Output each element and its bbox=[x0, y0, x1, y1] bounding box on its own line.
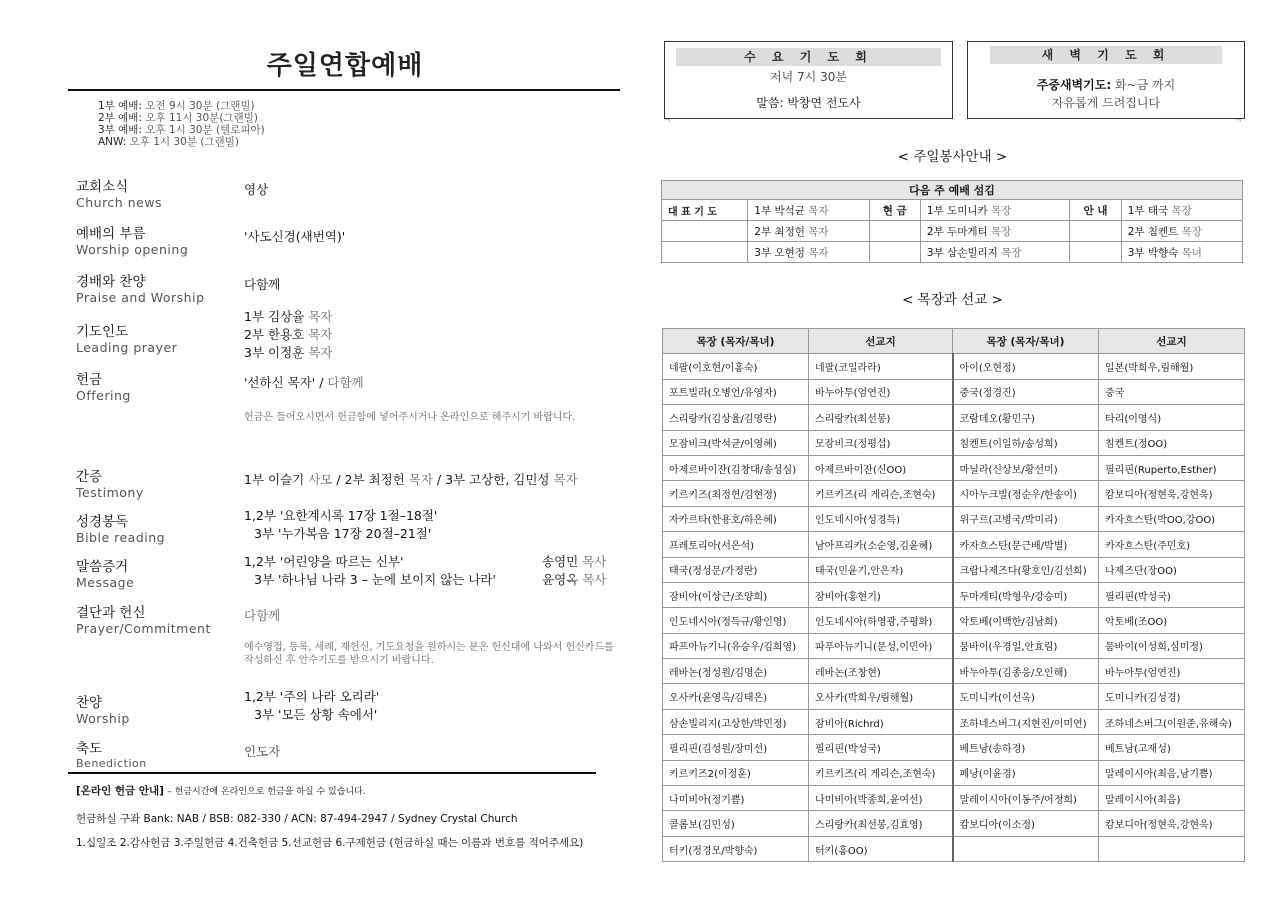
online-offering-heading: [온라인 헌금 안내] – 헌금시간에 온라인으로 헌금을 하실 수 있습니다. bbox=[76, 785, 366, 797]
table-cell: 두마게티(박형우/강승미) bbox=[953, 582, 1099, 607]
table-cell: 아이(오현정) bbox=[953, 354, 1099, 379]
table-cell: 조하네스버그(이원준,유해숙) bbox=[1099, 709, 1245, 734]
table-cell: 바누아투(엄연진) bbox=[1099, 659, 1245, 684]
table-cell: 크랍나제즈다(황호인/김선희) bbox=[953, 557, 1099, 582]
table-cell: 베트남(송하경) bbox=[953, 735, 1099, 760]
dawn-prayer-note: 자유롭게 드려집니다 bbox=[1051, 96, 1161, 110]
order-title-en: Testimony bbox=[76, 485, 144, 500]
table-cell: 나미비아(정기쁨) bbox=[663, 786, 809, 811]
table-cell: 남아프리카(소순영,김윤혜) bbox=[809, 532, 953, 557]
table-cell: 중국(정경진) bbox=[953, 379, 1099, 404]
offering-value: '선하신 목자' / 다함께 bbox=[244, 375, 364, 390]
table-cell: 잠비아(홍현기) bbox=[809, 582, 953, 607]
table-row bbox=[663, 786, 1245, 811]
table-cell: 키르키즈(리 게리슨,조현숙) bbox=[809, 481, 953, 506]
preachers: 송영민 목사 윤영옥 목사 bbox=[542, 554, 607, 587]
table-row bbox=[663, 354, 1245, 379]
order-commitment bbox=[76, 601, 621, 636]
offering-note: 헌금은 들어오시면서 헌금함에 넣어주시거나 온라인으로 해주시기 바랍니다. bbox=[244, 412, 576, 423]
service-time: ANW: 오후 1시 30분 (그랜빌) bbox=[98, 136, 239, 148]
service-roles-table bbox=[661, 180, 1243, 263]
wednesday-prayer-title: 수 요 기 도 회 bbox=[676, 48, 941, 66]
online-offering-account: 헌금하실 구좌 Bank: NAB / BSB: 082-330 / ACN: 87-494-2947 / Sydney Crystal Church bbox=[76, 813, 518, 825]
table-row bbox=[663, 659, 1245, 684]
order-leading-prayer bbox=[76, 320, 621, 355]
dawn-prayer-days: 주중새벽기도: 화~금 까지 bbox=[1036, 78, 1176, 92]
table-cell: 모잠비크(정평섭) bbox=[809, 430, 953, 455]
order-title-ko: 찬양 bbox=[76, 695, 103, 711]
table-cell: 카자흐스탄(박OO,강OO) bbox=[1099, 506, 1245, 531]
wednesday-prayer-time: 저녁 7시 30분 bbox=[770, 70, 847, 84]
table-row bbox=[663, 608, 1245, 633]
table-cell: 인도네시아(정득규/황인영) bbox=[663, 608, 809, 633]
table-cell: 도미니카(김성경) bbox=[1099, 684, 1245, 709]
table-cell: 조하네스버그(지현진/이미연) bbox=[953, 709, 1099, 734]
table-cell: 아제르바이잔(김창대/송성심) bbox=[663, 455, 809, 480]
table-cell: 페낭(이윤경) bbox=[953, 760, 1099, 785]
missions-table bbox=[662, 328, 1245, 862]
benediction-value: 인도자 bbox=[244, 744, 281, 759]
table-row: 대 표 기 도 1부 박석균 목자 현 금 1부 도미니카 목장 안 내 1부 태국 목장 bbox=[662, 200, 1243, 221]
table-row bbox=[663, 709, 1245, 734]
table-row bbox=[663, 557, 1245, 582]
table-cell: 위구르(고병국/박미리) bbox=[953, 506, 1099, 531]
table-cell: 나미비아(박종희,윤여선) bbox=[809, 786, 953, 811]
table-cell: 필리핀(박성국) bbox=[809, 735, 953, 760]
table-cell: 마닐라(신상보/황선미) bbox=[953, 455, 1099, 480]
table-cell: 침켄트(이일하/송성희) bbox=[953, 430, 1099, 455]
table-cell: 레바논(정성원/김명순) bbox=[663, 659, 809, 684]
online-offering-types: 1.십일조 2.감사헌금 3.주일헌금 4.건축헌금 5.선교헌금 6.구제헌금 (헌금하실 때는 이름과 번호를 적어주세요) bbox=[76, 837, 584, 849]
table-cell: 인도네시아(성경득) bbox=[809, 506, 953, 531]
table-cell bbox=[953, 836, 1099, 861]
table-cell: 필리핀(김성원/장미선) bbox=[663, 735, 809, 760]
table-cell: 말레이시아(최음,남기쁨) bbox=[1099, 760, 1245, 785]
table-cell: 잠비아(Richrd) bbox=[809, 709, 953, 734]
table-cell: 바누아투(엄연진) bbox=[809, 379, 953, 404]
table-cell: 베트남(고재성) bbox=[1099, 735, 1245, 760]
table-cell: 태국(정성문/가정란) bbox=[663, 557, 809, 582]
table-cell: 자카르타(한용호/하은혜) bbox=[663, 506, 809, 531]
table-cell: 스리랑카(최선봉,김효영) bbox=[809, 811, 953, 836]
table-cell: 시아누크빌(정순우/한송이) bbox=[953, 481, 1099, 506]
column-header: 목장 (목자/목녀) bbox=[953, 329, 1099, 354]
table-cell: 터키(정경모/박향숙) bbox=[663, 836, 809, 861]
order-value: '사도신경(새번역)' bbox=[244, 229, 346, 244]
wednesday-prayer-speaker: 말씀: 박창연 전도사 bbox=[756, 96, 861, 110]
column-header: 선교지 bbox=[809, 329, 953, 354]
order-value: 다함께 bbox=[244, 277, 281, 292]
order-title-ko: 결단과 헌신 bbox=[76, 605, 146, 621]
table-cell: 캄보디아(정현욱,강현욱) bbox=[1099, 811, 1245, 836]
message-value: 1,2부 '어린양을 따르는 신부' 3부 '하나님 나라 3 – 눈에 보이지 않는 나라' bbox=[244, 554, 496, 587]
table-cell: 바누아투(김종응/오인해) bbox=[953, 659, 1099, 684]
table-row bbox=[663, 379, 1245, 404]
table-cell: 필리핀(박성국) bbox=[1099, 582, 1245, 607]
commitment-value: 다함께 bbox=[244, 608, 281, 623]
table-cell: 캄보디아(정현욱,강현욱) bbox=[1099, 481, 1245, 506]
order-praise bbox=[76, 270, 621, 305]
order-benediction bbox=[76, 737, 621, 770]
missions-body bbox=[663, 354, 1245, 862]
table-cell: 말레이시아(이동주/어정희) bbox=[953, 786, 1099, 811]
service-roles-heading: < 주일봉사안내 > bbox=[897, 149, 1008, 165]
table-cell: 오사카(윤영옥/김태은) bbox=[663, 684, 809, 709]
order-title-en: Message bbox=[76, 575, 135, 590]
table-row bbox=[663, 506, 1245, 531]
table-cell: 악토베(이백한/김남희) bbox=[953, 608, 1099, 633]
table-cell: 터키(홍OO) bbox=[809, 836, 953, 861]
table-row bbox=[663, 633, 1245, 658]
table-cell: 뭄바이(이성희,심미정) bbox=[1099, 633, 1245, 658]
order-title-ko: 기도인도 bbox=[76, 324, 129, 340]
table-row bbox=[663, 735, 1245, 760]
table-row bbox=[663, 455, 1245, 480]
service-time: 1부 예배: 오전 9시 30분 (그랜빌) bbox=[98, 100, 255, 112]
dawn-prayer-title: 새 벽 기 도 회 bbox=[990, 46, 1222, 64]
table-cell: 중국 bbox=[1099, 379, 1245, 404]
table-cell bbox=[1099, 836, 1245, 861]
service-time: 2부 예배: 오후 11시 30분(그랜빌) bbox=[98, 112, 258, 124]
table-row bbox=[663, 811, 1245, 836]
testimony-value: 1부 이슬기 사모 / 2부 최정헌 목자 / 3부 고상한, 김민성 목자 bbox=[244, 472, 578, 487]
order-church-news bbox=[76, 175, 621, 210]
table-cell: 키르키즈(리 게리슨,조현숙) bbox=[809, 760, 953, 785]
order-title-ko: 교회소식 bbox=[76, 179, 129, 195]
table-cell: 일본(박희우,림해월) bbox=[1099, 354, 1245, 379]
table-row bbox=[663, 481, 1245, 506]
table-cell: 타리(이영식) bbox=[1099, 405, 1245, 430]
table-cell: 인도네시아(하영광,주평화) bbox=[809, 608, 953, 633]
table-cell: 뭄바이(우경일,안효림) bbox=[953, 633, 1099, 658]
table-cell: 아제르바이잔(신OO) bbox=[809, 455, 953, 480]
table-row bbox=[663, 532, 1245, 557]
table-row bbox=[663, 760, 1245, 785]
table-cell: 삼손빌리지(고상한/박민정) bbox=[663, 709, 809, 734]
page-title: 주일연합예배 bbox=[266, 51, 424, 81]
table-row bbox=[663, 430, 1245, 455]
order-title-en: Benediction bbox=[76, 757, 147, 770]
corner-mark: ¬ bbox=[1235, 116, 1242, 125]
table-cell: 캄보디아(이소정) bbox=[953, 811, 1099, 836]
worship-song-value: 1,2부 '주의 나라 오리라' 3부 '모든 상황 속에서' bbox=[244, 689, 380, 722]
table-cell: 스리랑카(김상율/김영란) bbox=[663, 405, 809, 430]
order-title-en: Prayer/Commitment bbox=[76, 621, 211, 636]
missions-heading: < 목장과 선교 > bbox=[902, 292, 1003, 308]
order-title-ko: 간증 bbox=[76, 469, 103, 485]
footer-divider bbox=[68, 772, 596, 774]
table-cell: 필리핀(Ruperto,Esther) bbox=[1099, 455, 1245, 480]
table-cell: 콜롬보(김민성) bbox=[663, 811, 809, 836]
table-cell: 키르키즈2(이정훈) bbox=[663, 760, 809, 785]
table-cell: 네팔(이호현/이홍숙) bbox=[663, 354, 809, 379]
dawn-prayer-box bbox=[967, 41, 1245, 119]
table-cell: 스리랑카(최선봉) bbox=[809, 405, 953, 430]
table-cell: 오사카(박희우/림해월) bbox=[809, 684, 953, 709]
order-title-en: Praise and Worship bbox=[76, 290, 205, 305]
order-title-ko: 헌금 bbox=[76, 372, 103, 388]
table-cell: 코람데오(황민구) bbox=[953, 405, 1099, 430]
wednesday-prayer-box bbox=[664, 41, 953, 119]
table-row bbox=[663, 836, 1245, 861]
table-cell: 파푸아뉴기니(문성,이민아) bbox=[809, 633, 953, 658]
table-cell: 잠비아(이상근/조양희) bbox=[663, 582, 809, 607]
table-cell: 말레이시아(최음) bbox=[1099, 786, 1245, 811]
corner-mark: ¬ bbox=[664, 116, 671, 125]
order-title-ko: 말씀증거 bbox=[76, 559, 129, 575]
order-title-en: Church news bbox=[76, 195, 163, 210]
column-header: 목장 (목자/목녀) bbox=[663, 329, 809, 354]
table-cell: 파프아뉴기니(유승우/김희영) bbox=[663, 633, 809, 658]
order-title-en: Bible reading bbox=[76, 530, 166, 545]
order-title-en: Leading prayer bbox=[76, 340, 178, 355]
table-cell: 악토베(조OO) bbox=[1099, 608, 1245, 633]
table-row: 3부 오현정 목자 3부 삼손빌리지 목장 3부 박향숙 목녀 bbox=[662, 242, 1243, 263]
column-header: 선교지 bbox=[1099, 329, 1245, 354]
table-row bbox=[663, 405, 1245, 430]
order-worship-opening bbox=[76, 222, 621, 257]
order-title-ko: 축도 bbox=[76, 741, 103, 757]
table-cell: 모잠비크(박석균/이영혜) bbox=[663, 430, 809, 455]
table-cell: 네팔(코일라라) bbox=[809, 354, 953, 379]
order-title-en: Offering bbox=[76, 388, 131, 403]
table-cell: 카자흐스탄(문근배/박별) bbox=[953, 532, 1099, 557]
table-cell: 포트빌라(오병언/유영자) bbox=[663, 379, 809, 404]
table-cell: 카자흐스탄(주민호) bbox=[1099, 532, 1245, 557]
missions-header-row bbox=[663, 329, 1245, 354]
table-row: 2부 최정헌 목자 2부 두마게티 목장 2부 침켄트 목장 bbox=[662, 221, 1243, 242]
order-title-ko: 경배와 찬양 bbox=[76, 274, 146, 290]
table-cell: 키르키즈(최정헌/김현정) bbox=[663, 481, 809, 506]
bible-reading-value: 1,2부 '요한계시록 17장 1절–18절' 3부 '누가복음 17장 20절–21절' bbox=[244, 508, 438, 541]
table-cell: 도미니카(이선옥) bbox=[953, 684, 1099, 709]
table-cell: 침켄트(정OO) bbox=[1099, 430, 1245, 455]
service-time: 3부 예배: 오후 1시 30분 (텔로피아) bbox=[98, 124, 265, 136]
order-title-en: Worship opening bbox=[76, 242, 189, 257]
prayer-leaders: 1부 김상율 목자 2부 한용호 목자 3부 이정훈 목자 bbox=[244, 309, 333, 360]
order-title-en: Worship bbox=[76, 711, 130, 726]
service-roles-table-title: 다음 주 예배 섬김 bbox=[662, 181, 1243, 200]
table-cell: 태국(민윤기,안은자) bbox=[809, 557, 953, 582]
table-cell: 레바논(조창현) bbox=[809, 659, 953, 684]
order-title-ko: 예배의 부름 bbox=[76, 226, 146, 242]
commitment-note: 예수영접, 등록, 세례, 재헌신, 기도요청을 원하시는 분은 헌신대에 나와서 헌신카드를 작성하신 후 안수기도를 받으시기 바랍니다. bbox=[244, 642, 614, 666]
table-row bbox=[663, 684, 1245, 709]
table-cell: 나제즈단(장OO) bbox=[1099, 557, 1245, 582]
table-row bbox=[663, 582, 1245, 607]
table-cell: 프레토리아(서은석) bbox=[663, 532, 809, 557]
order-title-ko: 성경봉독 bbox=[76, 514, 129, 530]
order-value: 영상 bbox=[244, 182, 269, 197]
title-divider bbox=[68, 89, 620, 91]
